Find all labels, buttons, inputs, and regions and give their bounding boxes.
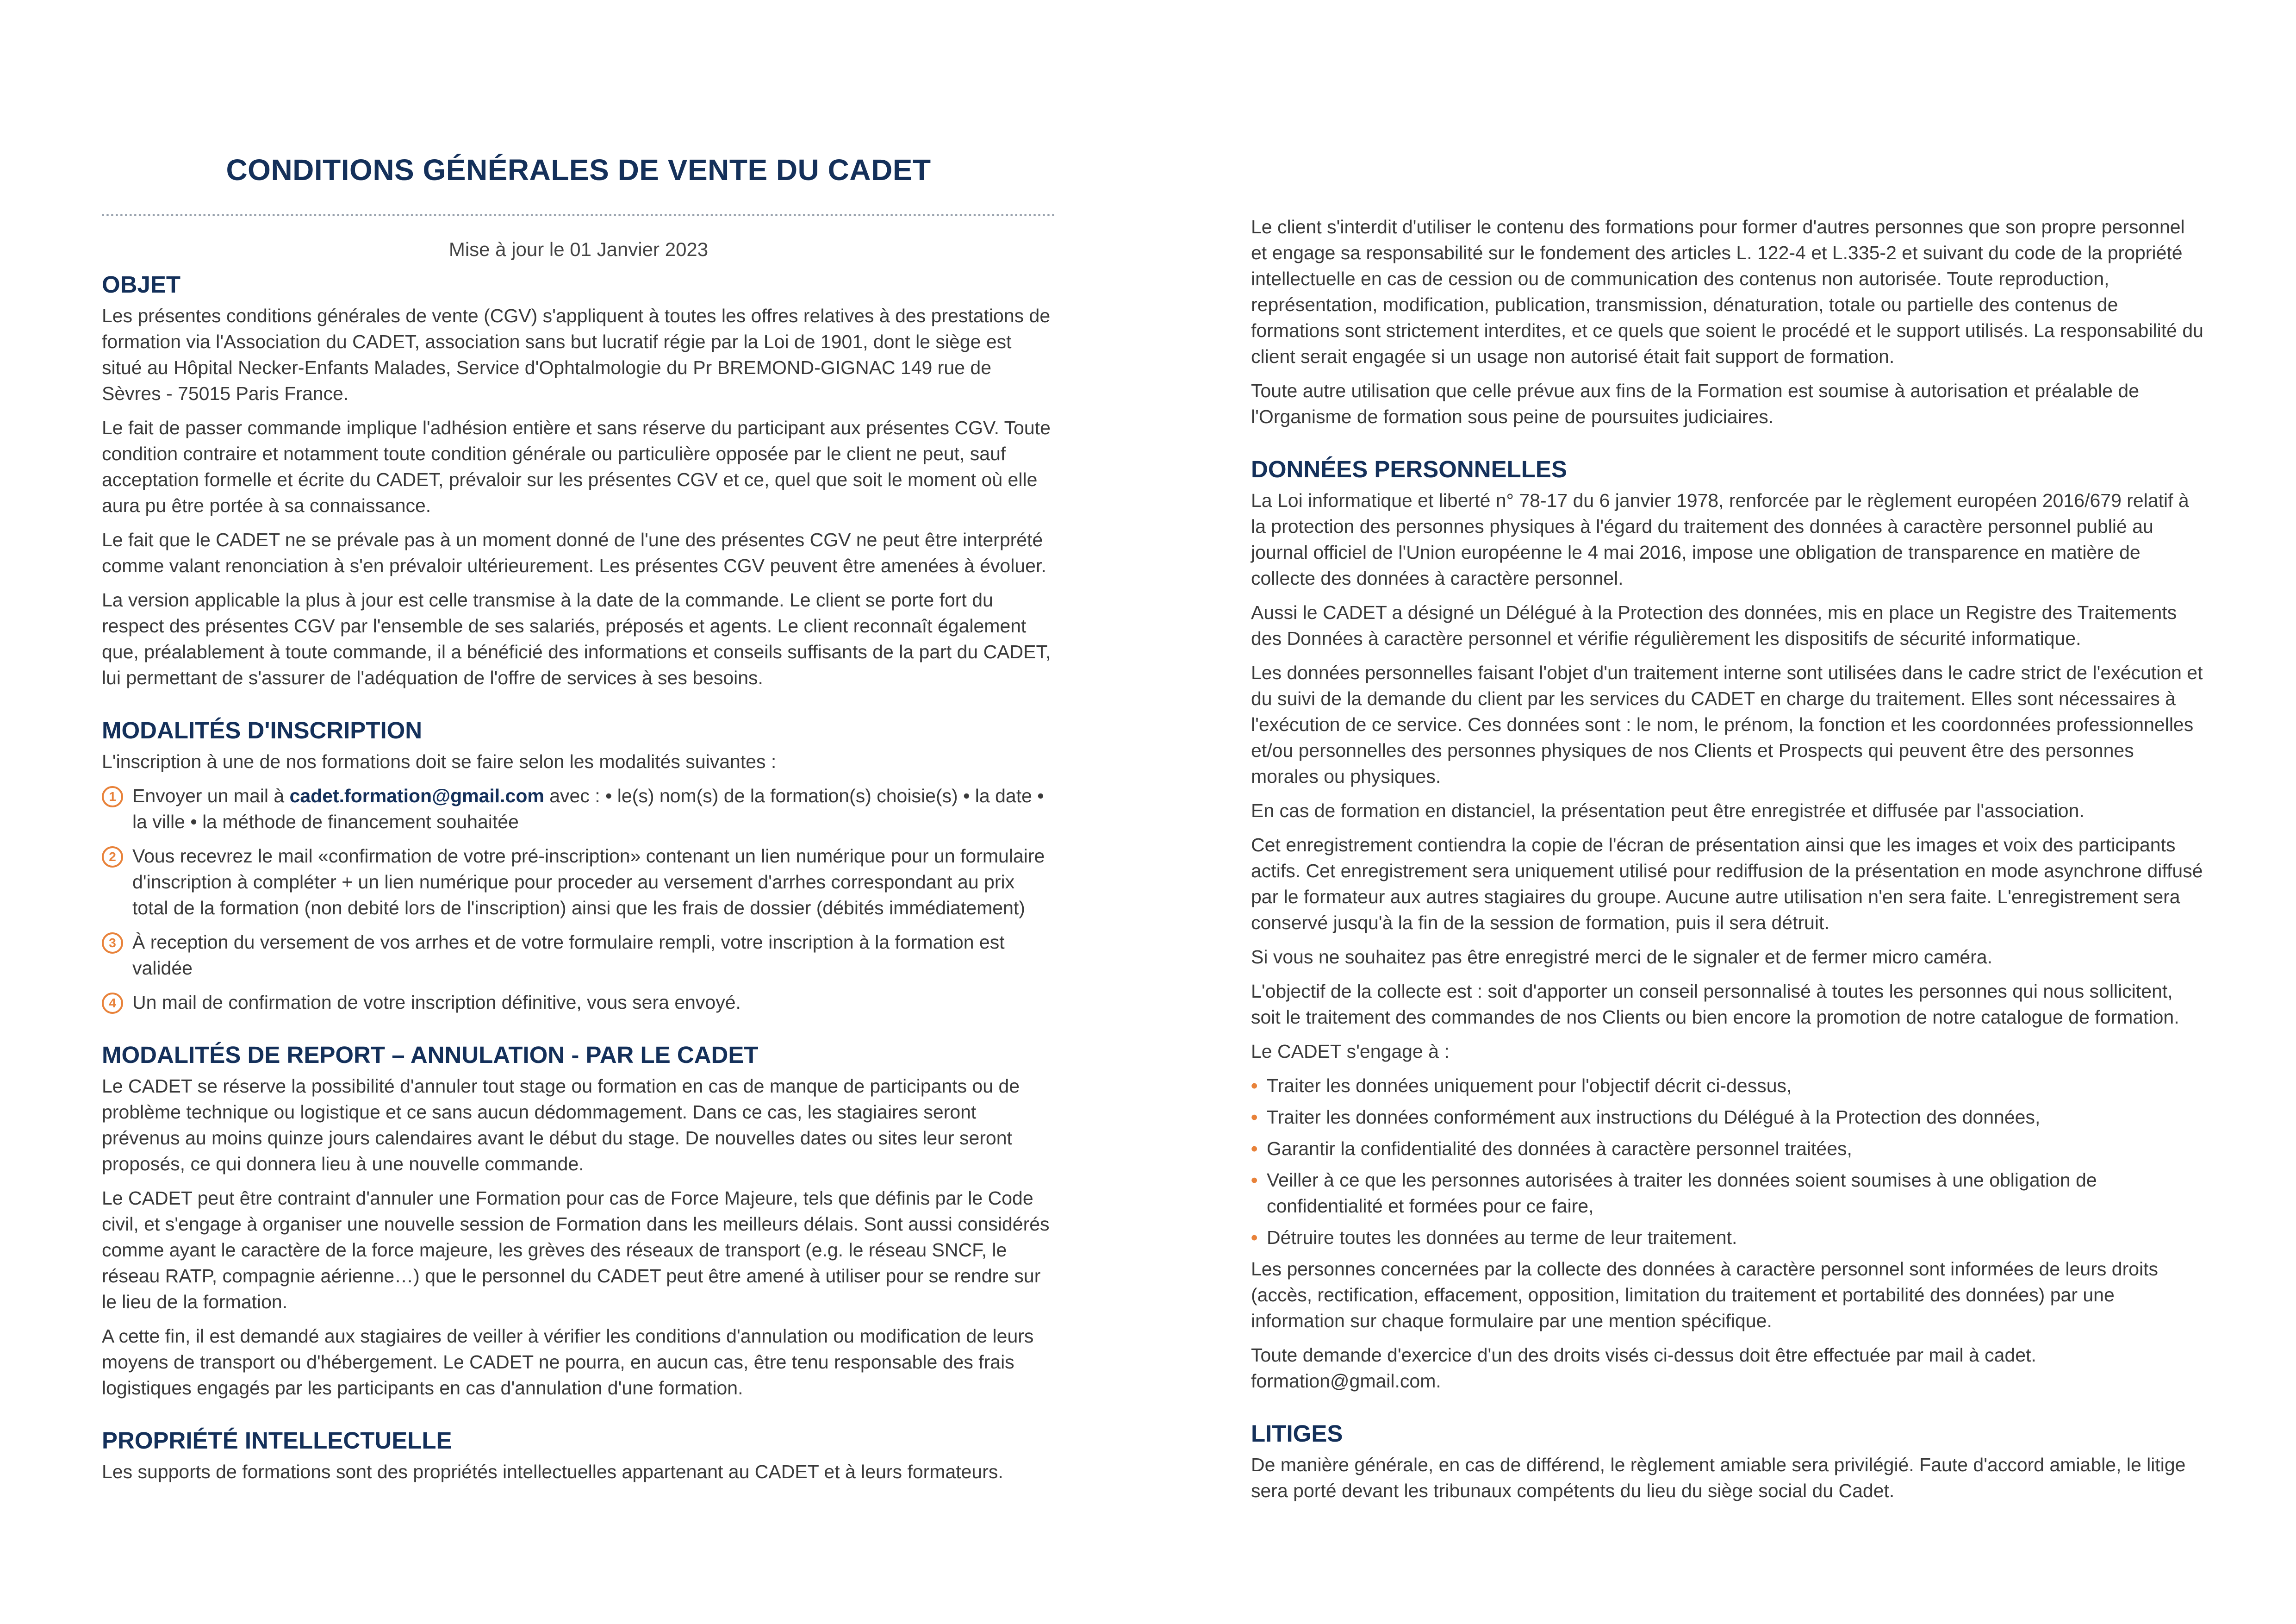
section-heading: PROPRIÉTÉ INTELLECTUELLE bbox=[102, 1427, 452, 1454]
paragraph: Le fait que le CADET ne se prévale pas à un moment donné de l'une des présentes CGV ne peut être interprété comme valant renonciation à s'en prévaloir ultérieurement. Les présentes CGV peuvent être amenées à évoluer. bbox=[102, 529, 1046, 576]
section-objet bbox=[102, 271, 1055, 691]
document-title: CONDITIONS GÉNÉRALES DE VENTE DU CADET bbox=[226, 153, 931, 187]
list-item-text: Garantir la confidentialité des données à caractère personnel traitées, bbox=[1267, 1138, 1852, 1159]
section-heading: OBJET bbox=[102, 271, 181, 298]
step-item bbox=[102, 783, 1055, 835]
bullet-icon: • bbox=[1251, 1169, 1258, 1191]
section-heading: DONNÉES PERSONNELLES bbox=[1251, 456, 1567, 482]
contact-email-link[interactable]: cadet.formation@gmail.com bbox=[289, 785, 544, 806]
step-number-icon: 4 bbox=[102, 993, 123, 1014]
engagement-list bbox=[1251, 1073, 2204, 1250]
step-text: Envoyer un mail à bbox=[132, 785, 290, 806]
section-donnees-personnelles bbox=[1251, 456, 2204, 1394]
section-report-annulation bbox=[102, 1041, 1055, 1401]
bullet-icon: • bbox=[1251, 1075, 1258, 1096]
list-item-text: Veiller à ce que les personnes autorisées à traiter les données soient soumises à une obligation de confidentialité et formées pour ce faire, bbox=[1267, 1169, 2097, 1217]
paragraph: Toute demande d'exercice d'un des droits visés ci-dessus doit être effectuée par mail à cadet. formation@gmail.com. bbox=[1251, 1344, 2036, 1392]
section-inscription bbox=[102, 717, 1055, 1015]
paragraph: L'inscription à une de nos formations doit se faire selon les modalités suivantes : bbox=[102, 751, 777, 772]
bullet-icon: • bbox=[1251, 1138, 1258, 1159]
bullet-icon: • bbox=[1251, 1227, 1258, 1248]
step-number-icon: 1 bbox=[102, 786, 123, 807]
paragraph: Les supports de formations sont des propriétés intellectuelles appartenant au CADET et à leurs formateurs. bbox=[102, 1461, 1003, 1482]
paragraph: Le CADET peut être contraint d'annuler une Formation pour cas de Force Majeure, tels que définis par le Code civil, et s'engage à organiser une nouvelle session de Formation dans les meilleurs délais. Sont aussi considérés comme ayant le caractère de la force majeure, les grèves des réseaux de transport (e.g. le réseau SNCF, le réseau RATP, compagnie aérienne…) que le personnel du CADET peut être amené à utiliser pour se rendre sur le lieu de la formation. bbox=[102, 1187, 1050, 1312]
paragraph: Le CADET se réserve la possibilité d'annuler tout stage ou formation en cas de manque de participants ou de problème technique ou logistique et ce sans aucun dédommagement. Dans ce cas, les stagiaires seront prévenus au moins quinze jours calendaires avant le début du stage. De nouvelles dates ou sites leur seront proposés, ce qui donnera lieu à une nouvelle commande. bbox=[102, 1075, 1020, 1174]
section-propriete-suite bbox=[1251, 214, 2204, 430]
paragraph: Aussi le CADET a désigné un Délégué à la Protection des données, mis en place un Registre des Traitements des Données à caractère personnel et vérifie régulièrement les dispositifs de sécurité informatique. bbox=[1251, 602, 2177, 649]
step-number-icon: 3 bbox=[102, 932, 123, 954]
left-content bbox=[102, 271, 1055, 1511]
list-item-text: Détruire toutes les données au terme de leur traitement. bbox=[1267, 1227, 1737, 1248]
paragraph: Toute autre utilisation que celle prévue aux fins de la Formation est soumise à autorisation et préalable de l'Organisme de formation sous peine de poursuites judiciaires. bbox=[1251, 380, 2140, 427]
list-item bbox=[1251, 1104, 2204, 1130]
list-item bbox=[1251, 1136, 2204, 1162]
paragraph: L'objectif de la collecte est : soit d'apporter un conseil personnalisé à toutes les personnes qui nous sollicitent, soit le traitement des commandes de nos Clients ou bien encore la promotion de notre catalogue de formation. bbox=[1251, 981, 2179, 1028]
section-propriete-intellectuelle bbox=[102, 1427, 1055, 1485]
paragraph: La Loi informatique et liberté n° 78-17 du 6 janvier 1978, renforcée par le règlement européen 2016/679 relatif à la protection des personnes physiques à l'égard du traitement des données à caractère personnel publié au journal officiel de l'Union européenne le 4 mai 2016, impose une obligation de transparence en matière de collecte des données à caractère personnel. bbox=[1251, 490, 2189, 589]
paragraph: Les personnes concernées par la collecte des données à caractère personnel sont informées de leurs droits (accès, rectification, effacement, opposition, limitation du traitement et portabilité des données) par une information sur chaque formulaire par une mention spécifique. bbox=[1251, 1258, 2159, 1331]
paragraph: Le CADET s'engage à : bbox=[1251, 1041, 1450, 1062]
list-item-text: Traiter les données conformément aux instructions du Délégué à la Protection des données, bbox=[1267, 1106, 2041, 1128]
section-heading: LITIGES bbox=[1251, 1420, 1343, 1447]
section-heading: MODALITÉS DE REPORT – ANNULATION - PAR LE CADET bbox=[102, 1042, 759, 1068]
paragraph: Les données personnelles faisant l'objet d'un traitement interne sont utilisées dans le cadre strict de l'exécution et du suivi de la demande du client par les services du CADET en charge du traitement. Elles sont nécessaires à l'exécution de ce service. Ces données sont : le nom, le prénom, la fonction et les coordonnées professionnelles et/ou personnelles des personnes physiques de nos Clients et Prospects qui peuvent être des personnes morales ou physiques. bbox=[1251, 662, 2203, 787]
list-item bbox=[1251, 1073, 2204, 1099]
title-divider bbox=[102, 214, 1055, 216]
paragraph: Si vous ne souhaitez pas être enregistré merci de le signaler et de fermer micro caméra. bbox=[1251, 946, 1993, 968]
step-text: À reception du versement de vos arrhes et de votre formulaire rempli, votre inscription à la formation est validée bbox=[132, 931, 1005, 979]
inscription-steps bbox=[102, 783, 1055, 1015]
list-item bbox=[1251, 1224, 2204, 1250]
step-text: avec : • le(s) nom(s) de la formation(s) choisie(s) • la date • la ville • la méthode de financement souhaitée bbox=[132, 785, 1044, 832]
list-item bbox=[1251, 1167, 2204, 1219]
paragraph: Le fait de passer commande implique l'adhésion entière et sans réserve du participant aux présentes CGV. Toute condition contraire et notamment toute condition générale ou particulière opposée par le client ne peut, sauf acceptation formelle et écrite du CADET, prévaloir sur les présentes CGV et ce, quel que soit le moment où elle aura pu être portée à sa connaissance. bbox=[102, 417, 1051, 516]
step-item bbox=[102, 843, 1055, 921]
paragraph: La version applicable la plus à jour est celle transmise à la date de la commande. Le client se porte fort du respect des présentes CGV par l'ensemble de ses salariés, préposés et agents. Le client reconnaît également que, préalablement à toute commande, il a bénéficié des informations et conseils suffisants de la part du CADET, lui permettant de s'assurer de l'adéquation de l'offre de services à ses besoins. bbox=[102, 589, 1051, 688]
section-litiges bbox=[1251, 1420, 2204, 1504]
list-item-text: Traiter les données uniquement pour l'objectif décrit ci-dessus, bbox=[1267, 1075, 1792, 1096]
step-number-icon: 2 bbox=[102, 846, 123, 868]
section-heading: MODALITÉS D'INSCRIPTION bbox=[102, 717, 423, 743]
bullet-icon: • bbox=[1251, 1106, 1258, 1128]
step-text: Vous recevrez le mail «confirmation de votre pré-inscription» contenant un lien numérique pour un formulaire d'inscription à compléter + un lien numérique pour proceder au versement d'arrhes correspondant au prix total de la formation (non debité lors de l'inscription) ainsi que les frais de dossier (débités immédiatement) bbox=[132, 845, 1045, 918]
paragraph: De manière générale, en cas de différend, le règlement amiable sera privilégié. Faute d'accord amiable, le litige sera porté devant les tribunaux compétents du lieu du siège social du Cadet. bbox=[1251, 1454, 2186, 1501]
update-date: Mise à jour le 01 Janvier 2023 bbox=[448, 238, 709, 260]
right-content bbox=[1251, 214, 2204, 1530]
paragraph: Cet enregistrement contiendra la copie de l'écran de présentation ainsi que les images et voix des participants actifs. Cet enregistrement sera uniquement utilisé pour rediffusion de la présentation en mode asynchrone diffusé par le formateur aux autres stagiaires du groupe. Aucune autre utilisation n'en sera faite. L'enregistrement sera conservé jusqu'à la fin de la session de formation, puis il sera détruit. bbox=[1251, 834, 2203, 933]
paragraph: En cas de formation en distanciel, la présentation peut être enregistrée et diffusée par l'association. bbox=[1251, 800, 2084, 821]
paragraph: A cette fin, il est demandé aux stagiaires de veiller à vérifier les conditions d'annulation ou modification de leurs moyens de transport ou d'hébergement. Le CADET ne pourra, en aucun cas, être tenu responsable des frais logistiques engagés par les participants en cas d'annulation d'une formation. bbox=[102, 1325, 1034, 1399]
paragraph: Le client s'interdit d'utiliser le contenu des formations pour former d'autres personnes que son propre personnel et engage sa responsabilité sur le fondement des articles L. 122-4 et L.335-2 et suivant du code de la propriété intellectuelle en cas de cession ou de communication des contenus non autorisée. Toute reproduction, représentation, modification, publication, transmission, dénaturation, totale ou partielle des contenus de formations sont strictement interdites, et ce quels que soient le procédé et le support utilisés. La responsabilité du client serait engagée si un usage non autorisé était fait support de formation. bbox=[1251, 216, 2203, 367]
step-item bbox=[102, 929, 1055, 981]
step-text: Un mail de confirmation de votre inscription définitive, vous sera envoyé. bbox=[132, 992, 741, 1013]
step-item bbox=[102, 989, 1055, 1015]
paragraph: Les présentes conditions générales de vente (CGV) s'appliquent à toutes les offres relatives à des prestations de formation via l'Association du CADET, association sans but lucratif régie par la Loi de 1901, dont le siège est situé au Hôpital Necker-Enfants Malades, Service d'Ophtalmologie du Pr BREMOND-GIGNAC 149 rue de Sèvres - 75015 Paris France. bbox=[102, 305, 1051, 404]
